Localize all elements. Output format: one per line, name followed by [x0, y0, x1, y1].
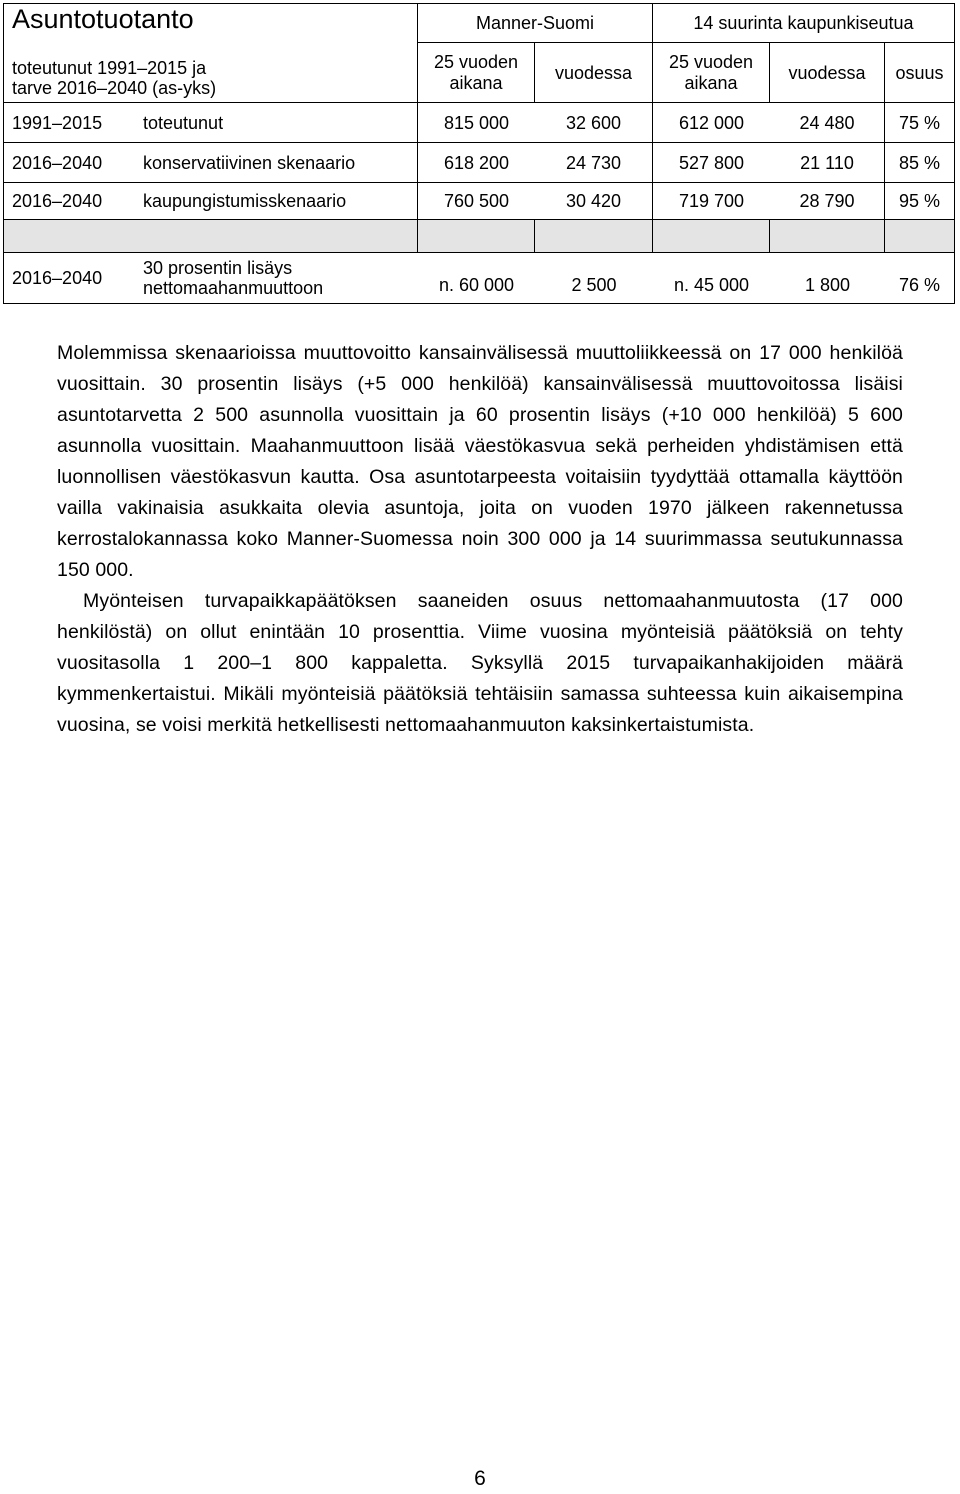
table-title: Asuntotuotanto: [3, 3, 418, 53]
spacer-cell: [885, 220, 955, 253]
cell-ks-total: 612 000: [653, 103, 770, 143]
col-header-ms-per-year: vuodessa: [535, 43, 653, 103]
col-header-ks-per-year: vuodessa: [770, 43, 885, 103]
paragraph: Molemmissa skenaarioissa muuttovoitto kansainvälisessä muuttoliikkeessä on 17 000 henkilöä vuosittain. 30 prosentin lisäys (+5 000 henkilöä) kansainvälisessä muuttovoitossa lisäisi asuntotarvetta 2 500 asunnolla vuosittain ja 60 prosentin lisäys (+10 000 henkilöä) 5 600 asunnolla vuosittain. Maahanmuuttoon lisää väestökasvua sekä perheiden yhdistämisen että luonnollisen väestökasvun kautta. Osa asuntotarpeesta voitaisiin tyydyttää ottamalla käyttöön vailla vakinaisia asukkaita olevia asuntoja, joita on vuoden 1970 jälkeen rakennetussa kerrostalokannassa koko Manner-Suomessa noin 300 000 ja 14 suurimmassa seutukunnassa 150 000.: [57, 342, 903, 581]
row-label: toteutunut: [133, 103, 418, 143]
body-text: [57, 338, 903, 741]
cell-ms-total: 618 200: [418, 143, 535, 183]
group-header-manner-suomi: Manner-Suomi: [418, 3, 653, 43]
cell-ms-year: 24 730: [535, 143, 653, 183]
table-subtitle-line1: toteutunut 1991–2015 ja: [12, 57, 207, 78]
cell-ms-total: 815 000: [418, 103, 535, 143]
cell-ks-year: 1 800: [770, 253, 885, 304]
page-number: 6: [474, 1467, 486, 1490]
cell-ks-year: 24 480: [770, 103, 885, 143]
cell-ms-year: 32 600: [535, 103, 653, 143]
row-label-line1: 30 prosentin lisäys: [143, 258, 293, 278]
row-period: 1991–2015: [3, 103, 133, 143]
table-subtitle-line2: tarve 2016–2040 (as-yks): [12, 77, 217, 98]
spacer-cell: [653, 220, 770, 253]
cell-share: 75 %: [885, 103, 955, 143]
cell-ks-total: 719 700: [653, 183, 770, 220]
row-label: [133, 253, 418, 304]
table-subtitle: [3, 53, 418, 103]
spacer-cell: [418, 220, 535, 253]
spacer-cell: [3, 220, 418, 253]
row-period: 2016–2040: [3, 143, 133, 183]
col-header-ks-25-line2: aikana: [684, 72, 738, 93]
housing-production-table: [3, 3, 955, 304]
cell-ks-year: 21 110: [770, 143, 885, 183]
row-label: konservatiivinen skenaario: [133, 143, 418, 183]
row-period: 2016–2040: [3, 183, 133, 220]
paragraph: Myönteisen turvapaikkapäätöksen saaneiden osuus nettomaahanmuutosta (17 000 henkilöstä) on ollut enintään 10 prosenttia. Viime vuosina myönteisiä päätöksiä on tehty vuositasolla 1 200–1 800 kappaletta. Syksyllä 2015 turvapaikanhakijoiden määrä kymmenkertaistui. Mikäli myönteisiä päätöksiä tehtäisiin samassa suhteessa kuin aikaisempina vuosina, se voisi merkitä hetkellisesti nettomaahanmuuton kaksinkertaistumista.: [57, 590, 903, 736]
row-period: 2016–2040: [3, 253, 133, 304]
col-header-ms-25-line2: aikana: [449, 72, 503, 93]
cell-ks-total: n. 45 000: [653, 253, 770, 304]
cell-share: 95 %: [885, 183, 955, 220]
col-header-ms-25-line1: 25 vuoden: [433, 51, 519, 72]
cell-share: 76 %: [885, 253, 955, 304]
cell-ms-total: 760 500: [418, 183, 535, 220]
col-header-ks-25-line1: 25 vuoden: [668, 51, 754, 72]
cell-share: 85 %: [885, 143, 955, 183]
row-label-line2: nettomaahanmuuttoon: [143, 278, 324, 298]
row-label: kaupungistumisskenaario: [133, 183, 418, 220]
col-header-ms-25-years: [418, 43, 535, 103]
col-header-ks-25-years: [653, 43, 770, 103]
group-header-kaupunkiseutua: 14 suurinta kaupunkiseutua: [653, 3, 955, 43]
spacer-cell: [770, 220, 885, 253]
cell-ms-year: 30 420: [535, 183, 653, 220]
col-header-share: osuus: [885, 43, 955, 103]
spacer-cell: [535, 220, 653, 253]
cell-ks-year: 28 790: [770, 183, 885, 220]
cell-ms-total: n. 60 000: [418, 253, 535, 304]
cell-ks-total: 527 800: [653, 143, 770, 183]
cell-ms-year: 2 500: [535, 253, 653, 304]
